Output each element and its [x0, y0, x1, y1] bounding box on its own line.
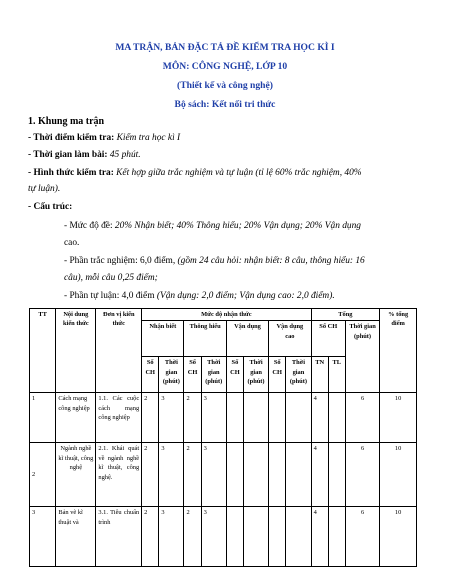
duration-label: - Thời gian làm bài: [28, 150, 110, 160]
cell-nb-time: 3 [159, 507, 184, 567]
header-tl: TL [328, 357, 345, 393]
header-tt: TT [30, 309, 56, 393]
cell-nb-count: 2 [142, 393, 159, 443]
subject-title: MÔN: CÔNG NGHỆ, LỚP 10 [162, 61, 288, 72]
cell-th-time: 3 [201, 393, 226, 443]
duration-line [28, 150, 141, 160]
cell-tl [328, 393, 345, 443]
header-th-time: Thời gian (phút) [201, 357, 226, 393]
header-total: Tổng [311, 309, 380, 321]
header-vd-count: Số CH [226, 357, 243, 393]
exam-form-line [28, 168, 362, 178]
row-tt: 2 [30, 443, 56, 507]
row-content: Cách mạng công nghiệp [56, 393, 96, 443]
cell-vd-time [243, 393, 268, 443]
level-line [64, 221, 361, 231]
row-unit: 1.1. Các cuộc cách mạng công nghiệp [96, 393, 142, 443]
header-apply: Vận dụng [226, 321, 268, 357]
cell-vd-count [226, 443, 243, 507]
cell-tl [328, 443, 345, 507]
multiple-choice-value-cont: câu), mỗi câu 0,25 điểm; [64, 273, 158, 283]
header-apply-high: Vận dụng cao [269, 321, 311, 357]
header-nb-count: Số CH [142, 357, 159, 393]
subject-subtitle: (Thiết kế và công nghệ) [177, 80, 273, 91]
cell-vd-count [226, 507, 243, 567]
cell-nb-count: 2 [142, 443, 159, 507]
header-question-count: Số CH [311, 321, 345, 357]
book-series-title: Bộ sách: Kết nối tri thức [174, 99, 276, 110]
header-th-count: Số CH [184, 357, 201, 393]
row-content: Ngành nghề kĩ thuật, công nghệ [56, 443, 96, 507]
table-row [30, 507, 417, 567]
cell-nb-time: 3 [159, 443, 184, 507]
row-tt: 3 [30, 507, 56, 567]
header-nb-time: Thời gian (phút) [159, 357, 184, 393]
cell-nb-time: 3 [159, 393, 184, 443]
header-vdc-count: Số CH [269, 357, 286, 393]
exam-form-label: - Hình thức kiểm tra: [28, 168, 117, 178]
document-title: MA TRẬN, BẢN ĐẶC TẢ ĐỀ KIỂM TRA HỌC KÌ I [115, 42, 335, 53]
cell-percent: 10 [380, 507, 417, 567]
exam-time-line [28, 133, 180, 143]
cell-th-count: 2 [184, 443, 201, 507]
cell-tl [328, 507, 345, 567]
table-row [30, 443, 417, 507]
cell-time: 6 [345, 507, 379, 567]
exam-form-value: Kết hợp giữa trắc nghiệm và tự luận (tỉ lệ 60% trắc nghiệm, 40% [116, 168, 362, 178]
cell-vdc-count [269, 393, 286, 443]
cell-th-time: 3 [201, 443, 226, 507]
cell-th-count: 2 [184, 393, 201, 443]
level-label: - Mức độ đề: [64, 221, 115, 231]
level-value-cont: cao. [64, 238, 80, 248]
exam-form-continued [28, 184, 60, 194]
exam-form-value-cont: tự luận). [28, 184, 61, 194]
cell-time: 6 [345, 443, 379, 507]
row-content: Bản vẽ kĩ thuật và [56, 507, 96, 567]
essay-value: (Vận dụng: 2,0 điểm; Vận dụng cao: 2,0 điểm). [156, 291, 335, 301]
cell-vdc-count [269, 507, 286, 567]
header-vdc-time: Thời gian (phút) [286, 357, 311, 393]
cell-vdc-time [286, 507, 311, 567]
exam-time-value: Kiểm tra học kì I [116, 133, 181, 143]
cell-th-count: 2 [184, 507, 201, 567]
multiple-choice-value: (gồm 24 câu hỏi: nhận biết: 8 câu, thông hiểu: 16 [177, 256, 365, 266]
header-vd-time: Thời gian (phút) [243, 357, 268, 393]
cell-th-time: 3 [201, 507, 226, 567]
cell-tn: 4 [311, 507, 328, 567]
matrix-table [29, 308, 417, 567]
header-level: Mức độ nhận thức [142, 309, 311, 321]
cell-vdc-count [269, 443, 286, 507]
cell-percent: 10 [380, 443, 417, 507]
cell-tn: 4 [311, 443, 328, 507]
cell-vd-time [243, 507, 268, 567]
cell-nb-count: 2 [142, 507, 159, 567]
row-unit: 2.1. Khái quát về ngành nghề kĩ thuật, công nghệ. [96, 443, 142, 507]
cell-vdc-time [286, 393, 311, 443]
cell-percent: 10 [380, 393, 417, 443]
multiple-choice-label: - Phần trắc nghiệm: 6,0 điểm, [64, 256, 178, 266]
cell-vd-time [243, 443, 268, 507]
essay-line [64, 291, 335, 301]
header-percent: % tổng điểm [380, 309, 417, 393]
header-tn: TN [311, 357, 328, 393]
multiple-choice-line [64, 256, 365, 266]
cell-time: 6 [345, 393, 379, 443]
essay-label: - Phần tự luận: 4,0 điểm [64, 291, 157, 301]
structure-line [28, 202, 72, 212]
table-row [30, 393, 417, 443]
header-recognize: Nhận biết [142, 321, 184, 357]
header-understand: Thông hiểu [184, 321, 226, 357]
exam-time-label: - Thời điểm kiểm tra: [28, 133, 117, 143]
level-value: 20% Nhận biết; 40% Thông hiểu; 20% Vận dụng; 20% Vận dụng [114, 221, 361, 231]
row-unit: 3.1. Tiêu chuẩn trình [96, 507, 142, 567]
section-heading: 1. Khung ma trận [28, 116, 105, 127]
level-line-continued [64, 238, 79, 248]
row-tt: 1 [30, 393, 56, 443]
cell-vdc-time [286, 443, 311, 507]
multiple-choice-continued [64, 273, 158, 283]
cell-vd-count [226, 393, 243, 443]
header-content: Nội dung kiến thức [56, 309, 96, 393]
cell-tn: 4 [311, 393, 328, 443]
structure-label: - Cấu trúc: [28, 202, 73, 212]
header-unit: Đơn vị kiến thức [96, 309, 142, 393]
duration-value: 45 phút. [109, 150, 141, 160]
header-total-time: Thời gian (phút) [345, 321, 379, 393]
